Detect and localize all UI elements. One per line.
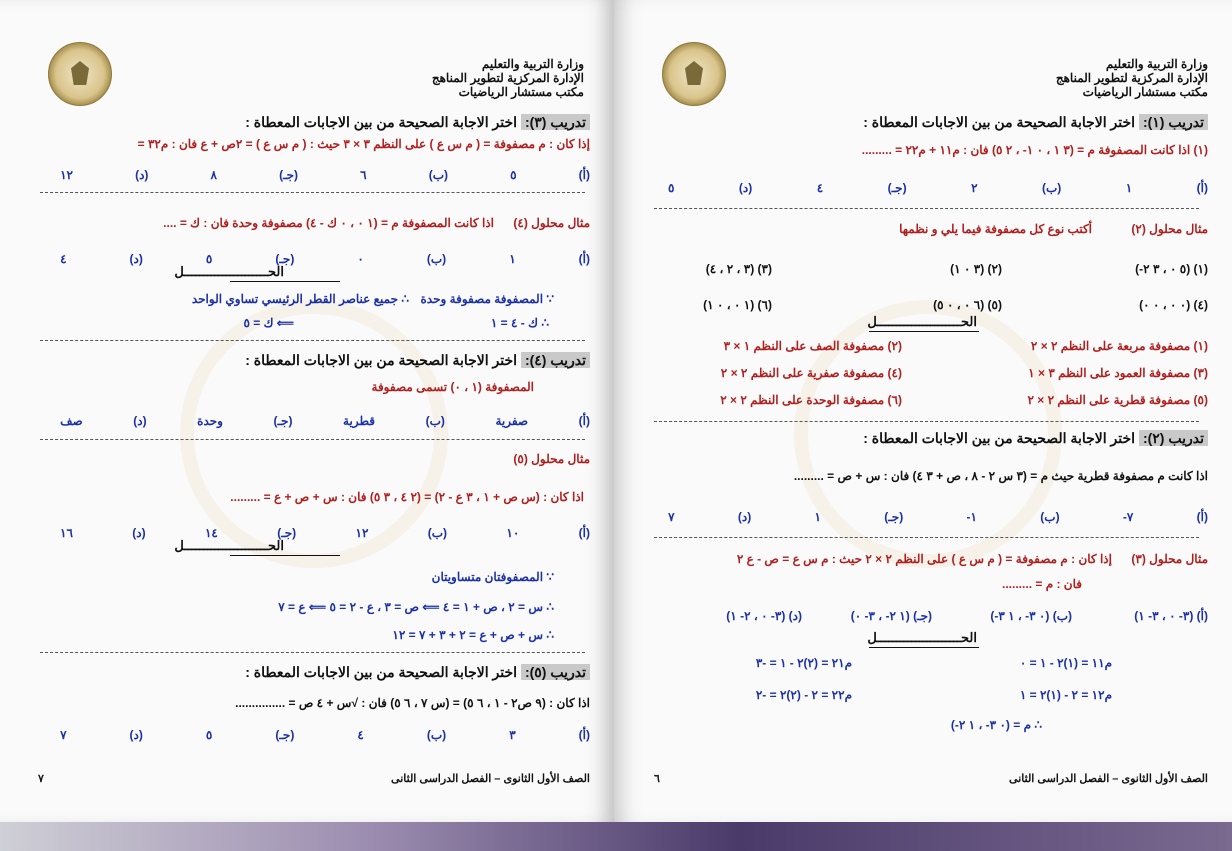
drill-1-title: اختر الاجابة الصحيحة من بين الاجابات المعطاة : bbox=[863, 114, 1139, 130]
drill-3-title: اختر الاجابة الصحيحة من بين الاجابات المعطاة : bbox=[245, 114, 521, 130]
matrix-1: (١) (٥ ٠ ، ٣ ٢-) bbox=[1135, 262, 1208, 276]
option-label: (أ) bbox=[578, 728, 590, 742]
example-4-step-3: ∴ ك - ٤ = ١ bbox=[490, 316, 549, 330]
ministry-seal-logo bbox=[662, 42, 726, 106]
option-label: (د) bbox=[133, 414, 147, 428]
option-value: ٧ bbox=[60, 728, 67, 742]
page-footer: الصف الأول الثانوى – الفصل الدراسى الثانى bbox=[391, 773, 590, 785]
option-value: ١ bbox=[509, 252, 516, 266]
example-5-step-1: ∵ المصفوفتان متساويتان bbox=[431, 570, 554, 584]
answer-2: (٢) مصفوفة الصف على النظم ١ × ٣ bbox=[723, 339, 902, 353]
example-3-question-2: فان : م = ......... bbox=[1002, 577, 1082, 591]
option-value: ٦ bbox=[360, 168, 367, 182]
option-value: ٥ bbox=[668, 181, 675, 195]
option-label: (جـ) bbox=[887, 181, 907, 195]
page-number: ٧ bbox=[38, 773, 44, 785]
option-value: ٥ bbox=[205, 728, 213, 742]
drill-5-question: اذا كان : (٩ ص٢ - ١ ، ٦ ٥) = (س ٧ ، ٦ ٥) فان : √س + ٤ ص = ............... bbox=[235, 696, 590, 710]
option-label: (ب) bbox=[426, 728, 447, 742]
option-label: (ب) bbox=[427, 526, 448, 540]
option-value: وحدة bbox=[197, 414, 223, 428]
option-label: (د) bbox=[129, 728, 143, 742]
option-value: ١٢ bbox=[355, 526, 369, 540]
example-3-step-3: م١٢ = ٢ - (١)٢ = ١ bbox=[1019, 688, 1112, 702]
page-footer: الصف الأول الثانوى – الفصل الدراسى الثانى bbox=[1009, 773, 1208, 785]
option-label: (ب) bbox=[426, 252, 447, 266]
option-label: (أ) bbox=[578, 414, 590, 428]
option-label: (د) bbox=[132, 526, 146, 540]
option-value: ٥ bbox=[205, 252, 213, 266]
drill-4-heading bbox=[245, 352, 590, 369]
answer-1: (١) مصفوفة مربعة على النظم ٢ × ٢ bbox=[1030, 339, 1208, 353]
example-4-step-2: ∴ جميع عناصر القطر الرئيسي تساوي الواحد bbox=[191, 292, 409, 306]
divider bbox=[654, 208, 1199, 209]
drill-2-title: اختر الاجابة الصحيحة من بين الاجابات المعطاة : bbox=[863, 430, 1139, 446]
divider bbox=[40, 340, 585, 341]
example-5-label: مثال محلول (٥) bbox=[513, 452, 590, 466]
option-label: (ب) bbox=[1041, 181, 1062, 195]
option-label: (أ) bbox=[1196, 510, 1208, 524]
drill-4-options bbox=[60, 414, 590, 428]
option-label: (جـ) bbox=[277, 526, 297, 540]
solution-heading: الحــــــــــــــــــــــل bbox=[174, 264, 284, 279]
ministry-seal-logo bbox=[48, 42, 112, 106]
example-5-step-2: ∴ س = ٢ ، ص + ١ = ٤ ⟸ ص = ٣ ، ع - ٢ = ٥ ⟸ ع = ٧ bbox=[278, 600, 554, 614]
drill-4-title: اختر الاجابة الصحيحة من بين الاجابات المعطاة : bbox=[245, 352, 521, 368]
drill-5-options bbox=[60, 728, 590, 742]
option-label: (ب) bbox=[428, 168, 448, 182]
example-3-option-c: (جـ) (١ ٢- ، ٣- ٠) bbox=[850, 609, 932, 623]
divider bbox=[40, 652, 585, 653]
drill-2-heading bbox=[863, 430, 1208, 447]
matrix-2: (٢) (٣ ٠ ١) bbox=[950, 262, 1002, 276]
option-label: (أ) bbox=[1196, 181, 1208, 195]
example-4-label: مثال محلول (٤) bbox=[513, 216, 590, 230]
divider bbox=[654, 537, 1199, 538]
example-3-step-1: م١١ = (١)٢ - ١ = ٠ bbox=[1019, 656, 1112, 670]
example-5-question: اذا كان : (س ص + ١ ، ٣ ع - ٢) = (٢ ٤ ، ٣ ٥) فان : س + ص + ع = ......... bbox=[230, 490, 584, 504]
example-4-step-1: ∵ المصفوفة مصفوفة وحدة bbox=[420, 292, 554, 306]
ministry-name: وزارة التربية والتعليم bbox=[481, 57, 584, 71]
solution-underline bbox=[230, 281, 340, 282]
option-value: ١٢ bbox=[60, 168, 73, 182]
option-label: (د) bbox=[129, 252, 143, 266]
drill-3-tag: تدريب (٣): bbox=[521, 114, 590, 130]
example-3-option-d: (د) (٣- ٠ ، ٢- ١) bbox=[726, 609, 802, 623]
drill-1-options bbox=[668, 181, 1208, 195]
divider bbox=[40, 439, 585, 440]
option-label: (جـ) bbox=[275, 252, 295, 266]
option-value: ٠ bbox=[357, 252, 364, 266]
matrix-6: (٦) (١ ٠ ، ٠ ١) bbox=[703, 298, 772, 312]
drill-2-question: اذا كانت م مصفوفة قطرية حيث م = (٣ س ٢ - ٨ ، ص + ٣ ٤) فان : س + ص = ......... bbox=[793, 469, 1208, 483]
option-label: (جـ) bbox=[275, 728, 295, 742]
department-name: الإدارة المركزية لتطوير المناهج bbox=[431, 71, 584, 85]
drill-1-tag: تدريب (١): bbox=[1139, 114, 1208, 130]
drill-5-heading bbox=[245, 664, 590, 681]
option-value: ٣ bbox=[509, 728, 516, 742]
option-label: (د) bbox=[135, 168, 149, 182]
option-value: ١- bbox=[966, 510, 977, 524]
option-label: (جـ) bbox=[279, 168, 299, 182]
answer-4: (٤) مصفوفة صفرية على النظم ٢ × ٢ bbox=[720, 366, 902, 380]
divider bbox=[40, 192, 585, 193]
example-3-option-a: (أ) (٣- ٠ ، ٣- ١) bbox=[1134, 609, 1208, 623]
matrix-3: (٣) (٣ ، ٢ ، ٤) bbox=[705, 262, 772, 276]
drill-1-heading bbox=[863, 114, 1208, 131]
matrix-5: (٥) (٦ ٠ ، ٠ ٥) bbox=[933, 298, 1002, 312]
department-name: الإدارة المركزية لتطوير المناهج bbox=[1055, 71, 1208, 85]
option-value: ٧ bbox=[668, 510, 675, 524]
answer-3: (٣) مصفوفة العمود على النظم ٣ × ١ bbox=[1028, 366, 1208, 380]
example-3-step-4: م٢٢ = ٢ - (٢)٢ = -٢ bbox=[755, 688, 852, 702]
page-7 bbox=[0, 0, 614, 822]
drill-2-options bbox=[668, 510, 1208, 524]
option-label: (ب) bbox=[1040, 510, 1060, 524]
drill-5-tag: تدريب (٥): bbox=[521, 664, 590, 680]
office-name: مكتب مستشار الرياضيات bbox=[1082, 85, 1208, 99]
example-5-options bbox=[60, 526, 590, 540]
drill-3-question: إذا كان : م مصفوفة = ( م س ع ) على النظم ٣ × ٣ حيث : ( م س ع ) = ٢ص + ع فان : م٣٢ = bbox=[137, 137, 590, 151]
answer-6: (٦) مصفوفة الوحدة على النظم ٢ × ٢ bbox=[720, 393, 902, 407]
option-value: قطرية bbox=[343, 414, 376, 428]
example-2-text: أكتب نوع كل مصفوفة فيما يلي و نظمها bbox=[899, 222, 1092, 236]
example-5-step-3: ∴ س + ص + ع = ٢ + ٣ + ٧ = ١٢ bbox=[392, 628, 554, 642]
option-value: ٥ bbox=[510, 168, 517, 182]
answer-5: (٥) مصفوفة قطرية على النظم ٢ × ٢ bbox=[1027, 393, 1208, 407]
drill-2-tag: تدريب (٢): bbox=[1139, 430, 1208, 446]
drill-4-tag: تدريب (٤): bbox=[521, 352, 590, 368]
drill-3-options bbox=[60, 168, 590, 182]
drill-1-question: (١) اذا كانت المصفوفة م = (٣ ١ ، ٠ ١- ، ٢ ٥) فان : م١١ + م٢٢ = ......... bbox=[861, 143, 1208, 157]
ministry-name: وزارة التربية والتعليم bbox=[1105, 57, 1208, 71]
option-value: ١٦ bbox=[60, 526, 73, 540]
example-4-step-4: ⟸ ك = ٥ bbox=[243, 316, 294, 330]
option-label: (أ) bbox=[578, 526, 590, 540]
option-label: (أ) bbox=[578, 168, 590, 182]
option-value: صفرية bbox=[495, 414, 529, 428]
option-label: (أ) bbox=[578, 252, 590, 266]
solution-underline bbox=[869, 647, 979, 648]
example-3-label: مثال محلول (٣) bbox=[1131, 552, 1208, 566]
option-value: ٨ bbox=[210, 168, 217, 182]
example-4-question: اذا كانت المصفوفة م = (١ ٠ ، ٠ ك - ٤) مصفوفة وحدة فان : ك = .... bbox=[163, 216, 494, 230]
option-value: ٧- bbox=[1122, 510, 1134, 524]
option-value: ١٠ bbox=[506, 526, 520, 540]
option-value: ٤ bbox=[357, 728, 364, 742]
solution-underline bbox=[869, 331, 979, 332]
option-label: (جـ) bbox=[884, 510, 904, 524]
option-label: (د) bbox=[737, 510, 752, 524]
drill-5-title: اختر الاجابة الصحيحة من بين الاجابات المعطاة : bbox=[245, 664, 521, 680]
office-name: مكتب مستشار الرياضيات bbox=[458, 85, 584, 99]
divider bbox=[654, 421, 1199, 422]
option-label: (د) bbox=[738, 181, 753, 195]
option-value: ١٤ bbox=[204, 526, 218, 540]
solution-underline bbox=[230, 555, 340, 556]
book-edge-strip bbox=[0, 822, 1232, 851]
option-value: ٤ bbox=[60, 252, 67, 266]
solution-heading: الحــــــــــــــــــــــل bbox=[867, 314, 977, 329]
option-value: ٤ bbox=[816, 181, 824, 195]
solution-heading: الحــــــــــــــــــــــل bbox=[174, 538, 284, 553]
option-value: ١ bbox=[1125, 181, 1133, 195]
solution-heading: الحــــــــــــــــــــــل bbox=[867, 630, 977, 645]
option-label: (ب) bbox=[425, 414, 445, 428]
example-3-result: ∴ م = (٠ ٣- ، ١ ٢-) bbox=[950, 718, 1042, 732]
option-value: صف bbox=[60, 414, 83, 428]
example-3-question: إذا كان : م مصفوفة = ( م س ع ) على النظم ٢ × ٢ حيث : م س ع = ص - ع ٢ bbox=[736, 552, 1112, 566]
option-label: (جـ) bbox=[273, 414, 293, 428]
drill-4-question: المصفوفة (١ ، ٠) تسمى مصفوفة bbox=[371, 380, 534, 394]
option-value: ٢ bbox=[971, 181, 978, 195]
example-3-option-b: (ب) (٠ ٣- ، ١ ٣-) bbox=[990, 609, 1072, 623]
drill-3-heading bbox=[245, 114, 590, 131]
matrix-4: (٤) (٠ ٠ ، ٠ ٠) bbox=[1139, 298, 1208, 312]
example-2-label: مثال محلول (٢) bbox=[1131, 222, 1208, 236]
example-4-options bbox=[60, 252, 590, 266]
page-number: ٦ bbox=[654, 773, 660, 785]
option-value: ١ bbox=[814, 510, 821, 524]
example-3-step-2: م٢١ = (٢)٢ - ١ = -٣ bbox=[755, 656, 852, 670]
page-6 bbox=[614, 0, 1232, 822]
